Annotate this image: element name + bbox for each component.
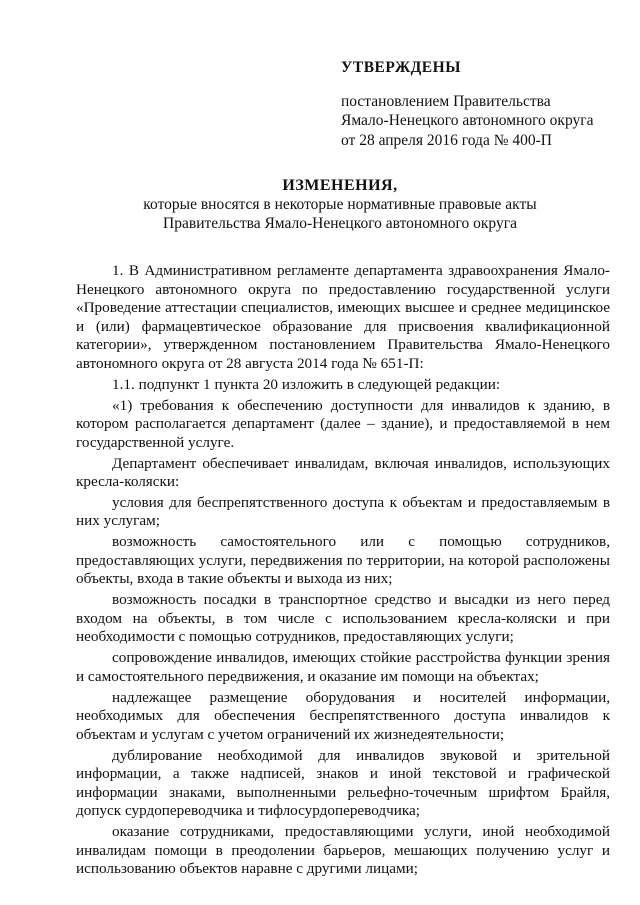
document-subtitle-line-1: которые вносятся в некоторые нормативные правовые акты (143, 196, 537, 213)
paragraph: возможность самостоятельного или с помощью сотрудников, предоставляющих услуги, передвижения по территории, на которой расположены объекты, входа в такие объекты и выхода из них; (76, 533, 610, 588)
paragraph: 1.1. подпункт 1 пункта 20 изложить в следующей редакции: (112, 375, 501, 393)
paragraph: условия для беспрепятственного доступа к объектам и предоставляемым в них услугам; (76, 493, 610, 530)
approval-block (341, 58, 611, 150)
approval-label: УТВЕРЖДЕНЫ (341, 59, 461, 76)
document-body (76, 262, 610, 881)
approval-line-2: Ямало-Ненецкого автономного округа (341, 112, 594, 129)
paragraph: оказание сотрудниками, предоставляющими услуги, иной необходимой инвалидам помощи в преодолении барьеров, мешающих получению услуг и использованию объектов наравне с другими лицами; (76, 823, 610, 878)
paragraph: Департамент обеспечивает инвалидам, включая инвалидов, использующих кресла-коляски: (76, 454, 610, 491)
paragraph: возможность посадки в транспортное средство и высадки из него перед входом на объекты, в том числе с использованием кресла-коляски и при необходимости с помощью сотрудников, предоставляющих услуги; (76, 591, 610, 646)
document-subtitle-line-2: Правительства Ямало-Ненецкого автономного округа (163, 215, 517, 232)
paragraph: сопровождение инвалидов, имеющих стойкие расстройства функции зрения и самостоятельного передвижения, и оказание им помощи на объектах; (76, 649, 610, 685)
paragraph: дублирование необходимой для инвалидов звуковой и зрительной информации, а также надписей, знаков и иной текстовой и графической информации знаками, выполненными рельефно-точечным шрифтом Брайля, допуск сурдопереводчика и тифлосурдопереводчика; (76, 746, 610, 820)
document-title: ИЗМЕНЕНИЯ, (282, 177, 398, 194)
document-heading (70, 176, 610, 233)
approval-line-1: постановлением Правительства (341, 92, 551, 110)
paragraph: 1. В Административном регламенте департамента здравоохранения Ямало-Ненецкого автономного округа по предоставлению государственной услуги «Проведение аттестации специалистов, имеющих высшее и среднее медицинское и (или) фармацевтическое образование для присвоения квалификационной категории», утвержденном постановлением Правительства Ямало-Ненецкого автономного округа от 28 августа 2014 года № 651-П: (76, 262, 610, 372)
paragraph: надлежащее размещение оборудования и носителей информации, необходимых для обеспечения беспрепятственного доступа инвалидов к объектам и услугам с учетом ограничений их жизнедеятельности; (76, 688, 610, 743)
paragraph: «1) требования к обеспечению доступности для инвалидов к зданию, в котором располагается департамент (далее – здание), и предоставляемой в нем государственной услуге. (76, 396, 610, 451)
approval-line-3: от 28 апреля 2016 года № 400-П (341, 131, 552, 149)
